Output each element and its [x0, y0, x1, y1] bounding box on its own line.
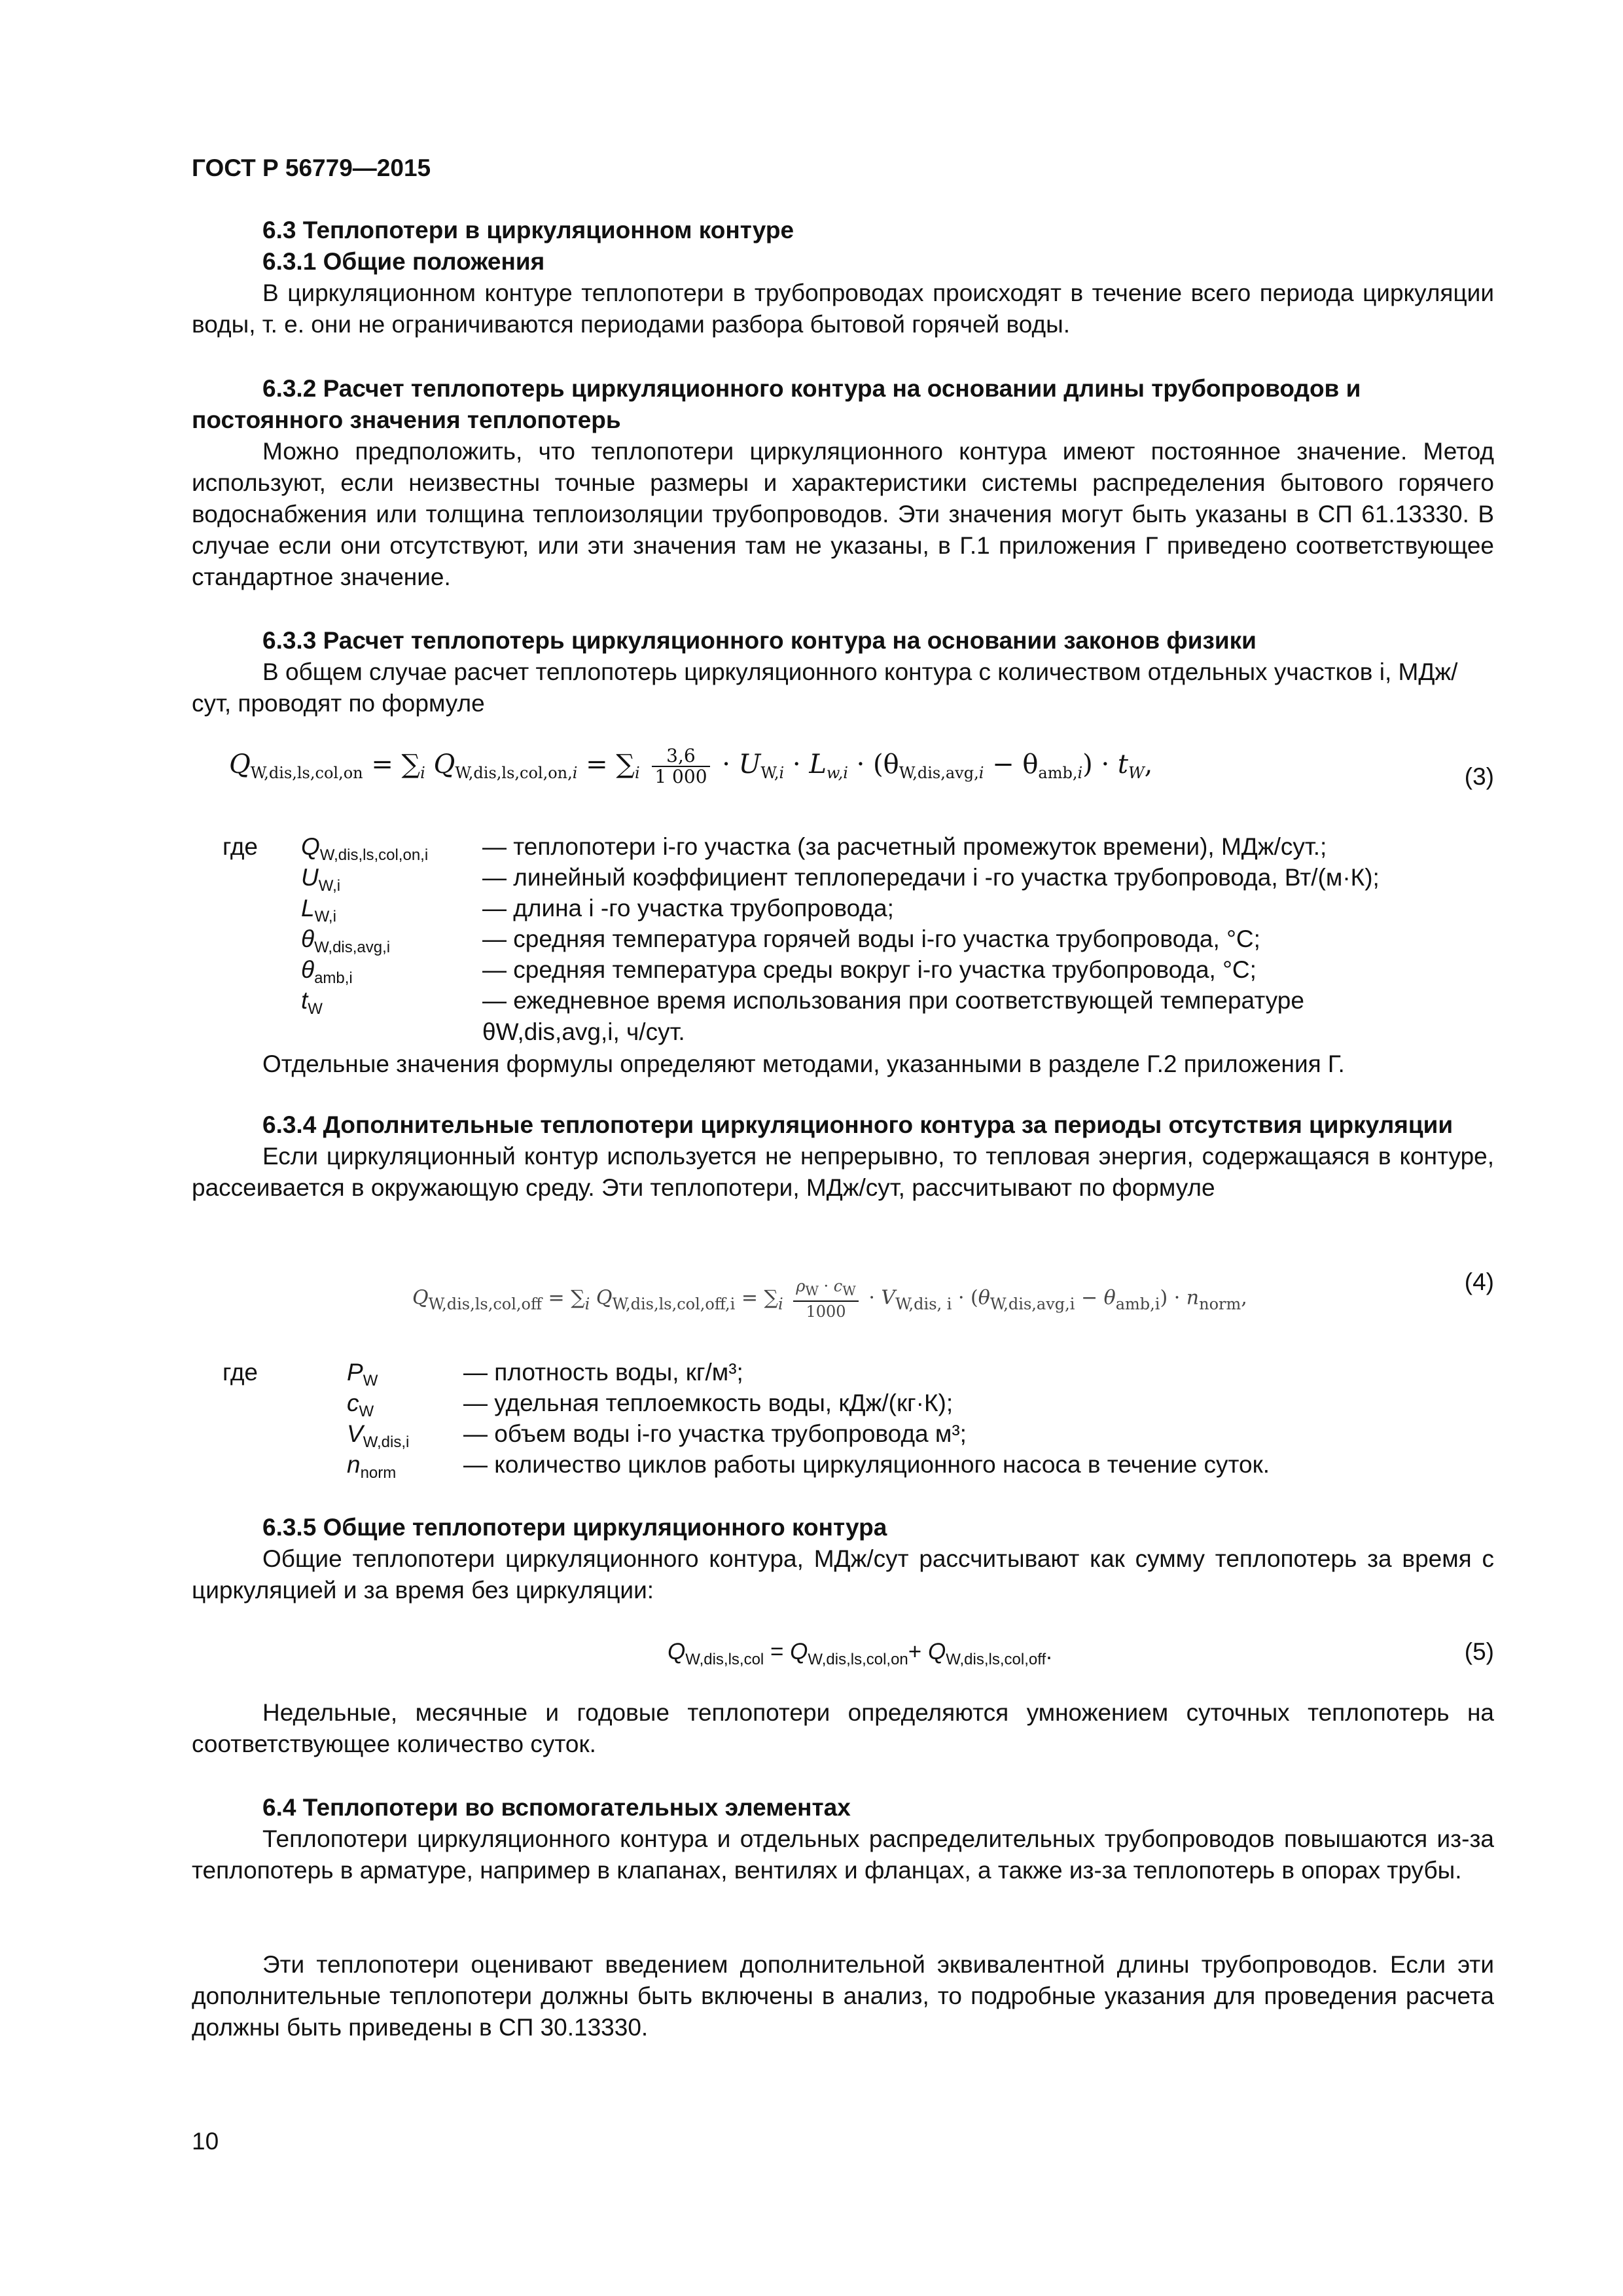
legend-4-row-text: — количество циклов работы циркуляционного насоса в течение суток.	[463, 1451, 1270, 1478]
legend-3-row-symbol: $\theta_{W,dis,avg,i}$	[301, 925, 391, 956]
section-6-3-2	[192, 373, 1494, 593]
subsection-6-3-5-title: 6.3.5 Общие теплопотери циркуляционного контура	[262, 1514, 887, 1541]
section-6-3	[192, 215, 1494, 340]
legend-4-row-symbol: $V_{W,dis,i}$	[347, 1420, 410, 1451]
paragraph-6-3-2: Можно предположить, что теплопотери циркуляционного контура имеют постоянное значение. Метод используют, если неизвестны точные размеры и характеристики системы распределения бытового горячего водоснабжения или толщина теплоизоляции трубопроводов. Эти значения могут быть указаны в СП 61.13330. В случае если они отсутствуют, или эти значения там не указаны, в Г.1 приложения Г приведено соответствующее стандартное значение.	[192, 438, 1494, 590]
legend-4-row-text: — плотность воды, кг/м³;	[463, 1359, 743, 1386]
section-6-3-5	[192, 1512, 1494, 1606]
legend-4-row-symbol: $P_W$	[347, 1359, 378, 1390]
paragraph-6-3-4: Если циркуляционный контур используется не непрерывно, то тепловая энергия, содержащаяся в контуре, рассеивается в окружающую среду. Эти теплопотери, МДж/сут, рассчитывают по формуле	[192, 1143, 1494, 1201]
paragraph-6-4-1: Теплопотери циркуляционного контура и отдельных распределительных трубопроводов повышаются из-за теплопотерь в арматуре, например в клапанах, вентилях и фланцах, а также из-за теплопотерь в опорах трубы.	[192, 1825, 1494, 1884]
paragraph-6-3-3-after: Отдельные значения формулы определяют методами, указанными в разделе Г.2 приложения Г.	[262, 1050, 1345, 1077]
paragraph-6-3-3: В общем случае расчет теплопотерь циркуляционного контура с количеством отдельных участков i, МДж/сут, проводят по формуле	[192, 658, 1458, 717]
subsection-6-3-3-title: 6.3.3 Расчет теплопотерь циркуляционного контура на основании законов физики	[262, 627, 1257, 654]
section-6-4	[192, 1792, 1494, 1886]
paragraph-6-3-5: Общие теплопотери циркуляционного контура, МДж/сут рассчитывают как сумму теплопотерь за время с циркуляцией и за время без циркуляции:	[192, 1545, 1494, 1604]
section-6-3-3	[192, 625, 1494, 719]
paragraph-6-3-5-after: Недельные, месячные и годовые теплопотери определяются умножением суточных теплопотерь на соответствующее количество суток.	[192, 1699, 1494, 1757]
legend-3-row-symbol: $\theta_{amb,i}$	[301, 956, 353, 987]
subsection-6-3-4-title: 6.3.4 Дополнительные теплопотери циркуляционного контура за периоды отсутствия циркуляции	[262, 1111, 1454, 1138]
legend-4-row-symbol: $c_W$	[347, 1390, 374, 1420]
legend-3-where: где	[223, 833, 259, 860]
legend-3-row-symbol: $L_{W,i}$	[301, 895, 336, 925]
section-6-3-title: 6.3 Теплопотери в циркуляционном контуре	[262, 217, 794, 243]
legend-3-row-symbol: $U_{W,i}$	[301, 864, 341, 895]
legend-4-row-text: — объем воды i-го участка трубопровода м³;	[463, 1420, 967, 1447]
subsection-6-3-2-title: 6.3.2 Расчет теплопотерь циркуляционного контура на основании длины трубопроводов и постоянного значения теплопотерь	[192, 375, 1361, 433]
legend-4-where: где	[223, 1359, 259, 1386]
equation-3-number: (3)	[1464, 763, 1494, 790]
legend-3-row-text: — ежедневное время использования при соответствующей температуре	[482, 987, 1304, 1014]
equation-5-number: (5)	[1464, 1638, 1494, 1665]
paragraph-6-3-1: В циркуляционном контуре теплопотери в трубопроводах происходят в течение всего периода циркуляции воды, т. е. они не ограничиваются периодами разбора бытовой горячей воды.	[192, 279, 1494, 338]
legend-4-row-text: — удельная теплоемкость воды, кДж/(кг·К);	[463, 1390, 954, 1416]
legend-3-row-text: — длина i -го участка трубопровода;	[482, 895, 894, 922]
page-number: 10	[192, 2128, 219, 2155]
equation-3: $Q_{W,dis,ls,col,on} = \sum_i$ $Q_{W,dis,ls,col,on,i} = \sum_i$ $\frac{3,6}{1 000}$ · $U_{W,i} \cdot L_{w,i} \cdot (\theta_{W,dis,avg,i} - \theta_{amb,i}) \cdot t_W$,	[229, 745, 1153, 787]
subsection-6-3-1-title: 6.3.1 Общие положения	[262, 248, 545, 275]
legend-3-row-symbol: $t_W$	[301, 987, 323, 1018]
legend-3-continuation: θW,dis,avg,i, ч/сут.	[482, 1018, 685, 1045]
section-6-3-4	[192, 1109, 1494, 1204]
legend-3-row-text: — средняя температура среды вокруг i-го участка трубопровода, °С;	[482, 956, 1257, 983]
legend-3-row-text: — теплопотери i-го участка (за расчетный промежуток времени), МДж/сут.;	[482, 833, 1327, 860]
legend-3-row-symbol: $Q_{W,dis,ls,col,on,i}$	[301, 833, 429, 864]
document-header: ГОСТ Р 56779—2015	[192, 154, 431, 181]
equation-4: $Q_{W,dis,ls,col,off} = \sum_i$ $Q_{W,dis,ls,col,off,i} = \sum_i$ $\frac{\rho_W \cdot c_W}{1000}$ · $V_{W,dis, i} \cdot (\theta_{W,dis,avg,i} - \theta_{amb,i}) \cdot n_{norm}$,	[412, 1277, 1247, 1321]
equation-4-number: (4)	[1464, 1268, 1494, 1295]
paragraph-6-4-2: Эти теплопотери оценивают введением дополнительной эквивалентной длины трубопроводов. Если эти дополнительные теплопотери должны быть включены в анализ, то подробные указания для проведения расчета должны быть приведены в СП 30.13330.	[192, 1951, 1494, 2041]
legend-3-row-text: — линейный коэффициент теплопередачи i -го участка трубопровода, Вт/(м·К);	[482, 864, 1380, 891]
section-6-4-title: 6.4 Теплопотери во вспомогательных элементах	[262, 1794, 851, 1821]
legend-4-row-symbol: $n_{norm}$	[347, 1451, 397, 1482]
legend-3-row-text: — средняя температура горячей воды i-го участка трубопровода, °С;	[482, 925, 1260, 952]
equation-5: $Q_{W,dis,ls,col} = Q_{W,dis,ls,col,on}+ Q_{W,dis,ls,col,off}$.	[668, 1639, 1052, 1668]
